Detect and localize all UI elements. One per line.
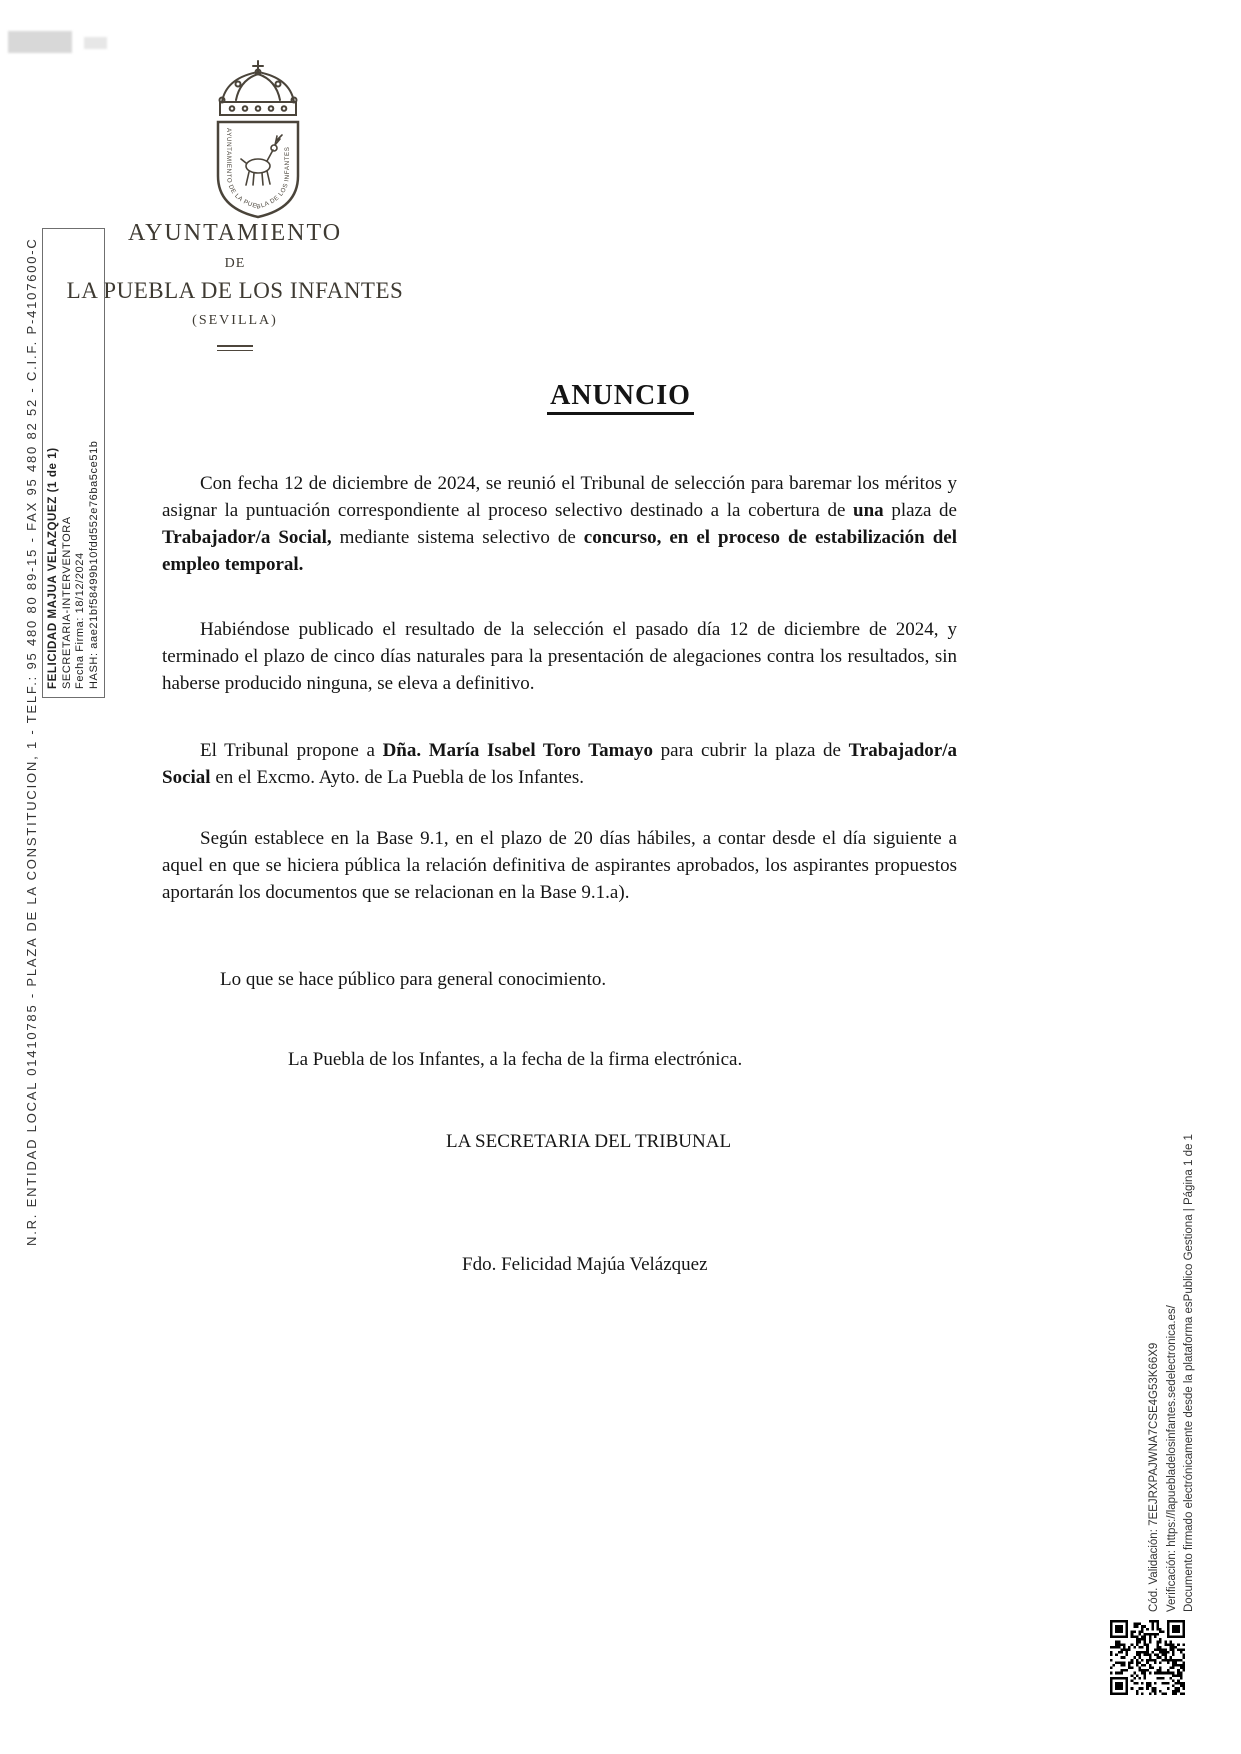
paragraph-results-published: Habiéndose publicado el resultado de la selección el pasado día 12 de diciembre de 2024, y terminado el plazo de cinco días naturales para la presentación de alegaciones contra los resultados, sin haberse producido ninguna, se eleva a definitivo. xyxy=(162,619,957,694)
place-and-date-line: La Puebla de los Infantes, a la fecha de la firma electrónica. xyxy=(288,1049,743,1070)
closing-statement: Lo que se hace público para general conocimiento. xyxy=(220,969,607,990)
paragraph-proposed-candidate xyxy=(162,737,957,791)
text-segment: en el Excmo. Ayto. de La Puebla de los Infantes. xyxy=(210,767,584,788)
text-segment: Con fecha 12 de diciembre de 2024, se reunió el Tribunal de selección para baremar los méritos y asignar la puntuación correspondiente al proceso selectivo destinado a la cobertura de xyxy=(162,473,957,521)
scan-smudge xyxy=(8,31,72,53)
signer-role-line: LA SECRETARIA DEL TRIBUNAL xyxy=(446,1131,732,1152)
verification-url: Verificación: https://lapuebladelosinfantes.sedelectronica.es/ xyxy=(1165,1305,1178,1612)
coat-of-arms-crest-icon xyxy=(188,58,328,223)
entity-info-text: N.R. ENTIDAD LOCAL 01410785 - PLAZA DE LA CONSTITUCION, 1 - TELF.: 95 480 80 89-15 - FAX 95 480 82 52 - C.I.F. P-4107600-C xyxy=(24,237,39,1246)
qr-code xyxy=(1110,1620,1185,1695)
text-segment-bold: Dña. María Isabel Toro Tamayo xyxy=(382,740,653,761)
text-segment: El Tribunal propone a xyxy=(200,740,383,761)
paragraph-tribunal-meeting xyxy=(162,470,957,578)
left-margin-entity-info xyxy=(24,237,44,1246)
text-segment-bold: Trabajador/a Social xyxy=(162,740,957,788)
heading-divider xyxy=(217,345,253,351)
text-segment: mediante sistema selectivo de xyxy=(331,527,584,548)
stamp-signer-name: FELICIDAD MAJUA VELAZQUEZ (1 de 1) xyxy=(47,447,59,689)
text-segment-bold: una xyxy=(853,500,884,521)
validation-code: Cód. Validación: 7EEJRXPAJWNA7CSE4G53K66X9 xyxy=(1148,1342,1160,1612)
org-province: (SEVILLA) xyxy=(192,313,278,328)
scan-smudge xyxy=(84,37,107,49)
stamp-signer-role: SECRETARIA-INTERVENTORA xyxy=(60,516,73,689)
paragraph-base-9-1: Según establece en la Base 9.1, en el plazo de 20 días hábiles, a contar desde el día siguiente a aquel en que se hiciera pública la relación definitiva de aspirantes aprobados, los aspirantes propuestos aportarán los documentos que se relacionan en la Base 9.1.a). xyxy=(162,828,957,903)
stamp-hash: HASH: aae21bf58499b10fdd552e76ba5ce51b xyxy=(87,440,100,689)
stamp-signature-date: Fecha Firma: 18/12/2024 xyxy=(74,552,86,689)
organization-heading xyxy=(55,220,415,351)
text-segment-bold: Trabajador/a Social, xyxy=(162,527,332,548)
document-body xyxy=(162,470,957,1278)
signer-name-line: Fdo. Felicidad Majúa Velázquez xyxy=(462,1254,708,1275)
text-segment: para cubrir la plaza de xyxy=(652,740,849,761)
text-segment-bold: concurso, en el proceso de estabilización del empleo temporal. xyxy=(162,527,957,575)
org-name-line3: LA PUEBLA DE LOS INFANTES xyxy=(66,278,404,303)
document-title xyxy=(0,380,1241,412)
svg-text:AYUNTAMIENTO DE LA PUEBLA DE L xyxy=(225,128,291,211)
crest-motto-text: AYUNTAMIENTO DE LA PUEBLA DE LOS INFANTES xyxy=(224,128,292,211)
electronic-signature-stamp xyxy=(42,228,105,698)
text-segment: plaza de xyxy=(883,500,957,521)
document-title-text: ANUNCIO xyxy=(547,380,694,415)
platform-note: Documento firmado electrónicamente desde la plataforma esPublico Gestiona | Página 1 de 1 xyxy=(1183,1134,1195,1612)
org-name-line1: AYUNTAMIENTO xyxy=(127,220,343,246)
deer-icon xyxy=(241,135,282,185)
org-name-line2: DE xyxy=(224,256,246,271)
right-margin-validation-info xyxy=(1146,1082,1202,1612)
